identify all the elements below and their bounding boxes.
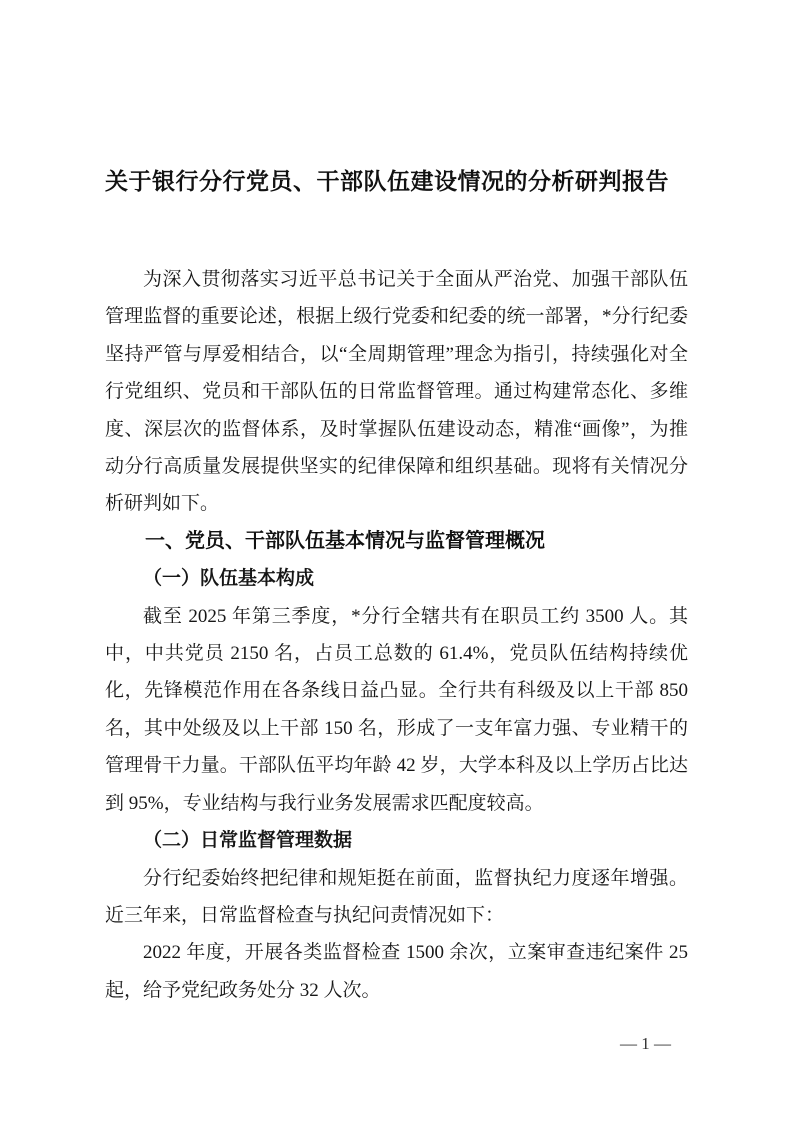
document-body — [105, 261, 688, 1009]
section-1-2-heading: （二）日常监督管理数据 — [143, 830, 353, 852]
section-1-1-heading: （一）队伍基本构成 — [143, 568, 315, 590]
supervision-data-paragraph: 分行纪委始终把纪律和规矩挺在前面，监督执纪力度逐年增强。近三年来，日常监督检查与执纪问责情况如下： — [105, 867, 688, 926]
document-title: 关于银行分行党员、干部队伍建设情况的分析研判报告 — [105, 168, 669, 194]
page-footer — [620, 1034, 671, 1054]
year-2022-paragraph: 2022 年度，开展各类监督检查 1500 余次，立案审查违纪案件 25 起，给予党纪政务处分 32 人次。 — [105, 942, 688, 1001]
page-number: — 1 — — [620, 1034, 671, 1053]
section-1-heading: 一、党员、干部队伍基本情况与监督管理概况 — [145, 529, 545, 552]
intro-paragraph: 为深入贯彻落实习近平总书记关于全面从严治党、加强干部队伍管理监督的重要论述，根据上级行党委和纪委的统一部署，*分行纪委坚持严管与厚爱相结合，以“全周期管理”理念为指引，持续强化对全行党组织、党员和干部队伍的日常监督管理。通过构建常态化、多维度、深层次的监督体系，及时掌握队伍建设动态，精准“画像”，为推动分行高质量发展提供坚实的纪律保障和组织基础。现将有关情况分析研判如下。 — [105, 269, 688, 515]
team-composition-paragraph: 截至 2025 年第三季度，*分行全辖共有在职员工约 3500 人。其中，中共党员 2150 名，占员工总数的 61.4%，党员队伍结构持续优化，先锋模范作用在各条线日益凸显。全行共有科级及以上干部 850 名，其中处级及以上干部 150 名，形成了一支年富力强、专业精干的管理骨干力量。干部队伍平均年龄 42 岁，大学本科及以上学历占比达到 95%，专业结构与我行业务发展需求匹配度较高。 — [105, 605, 688, 814]
